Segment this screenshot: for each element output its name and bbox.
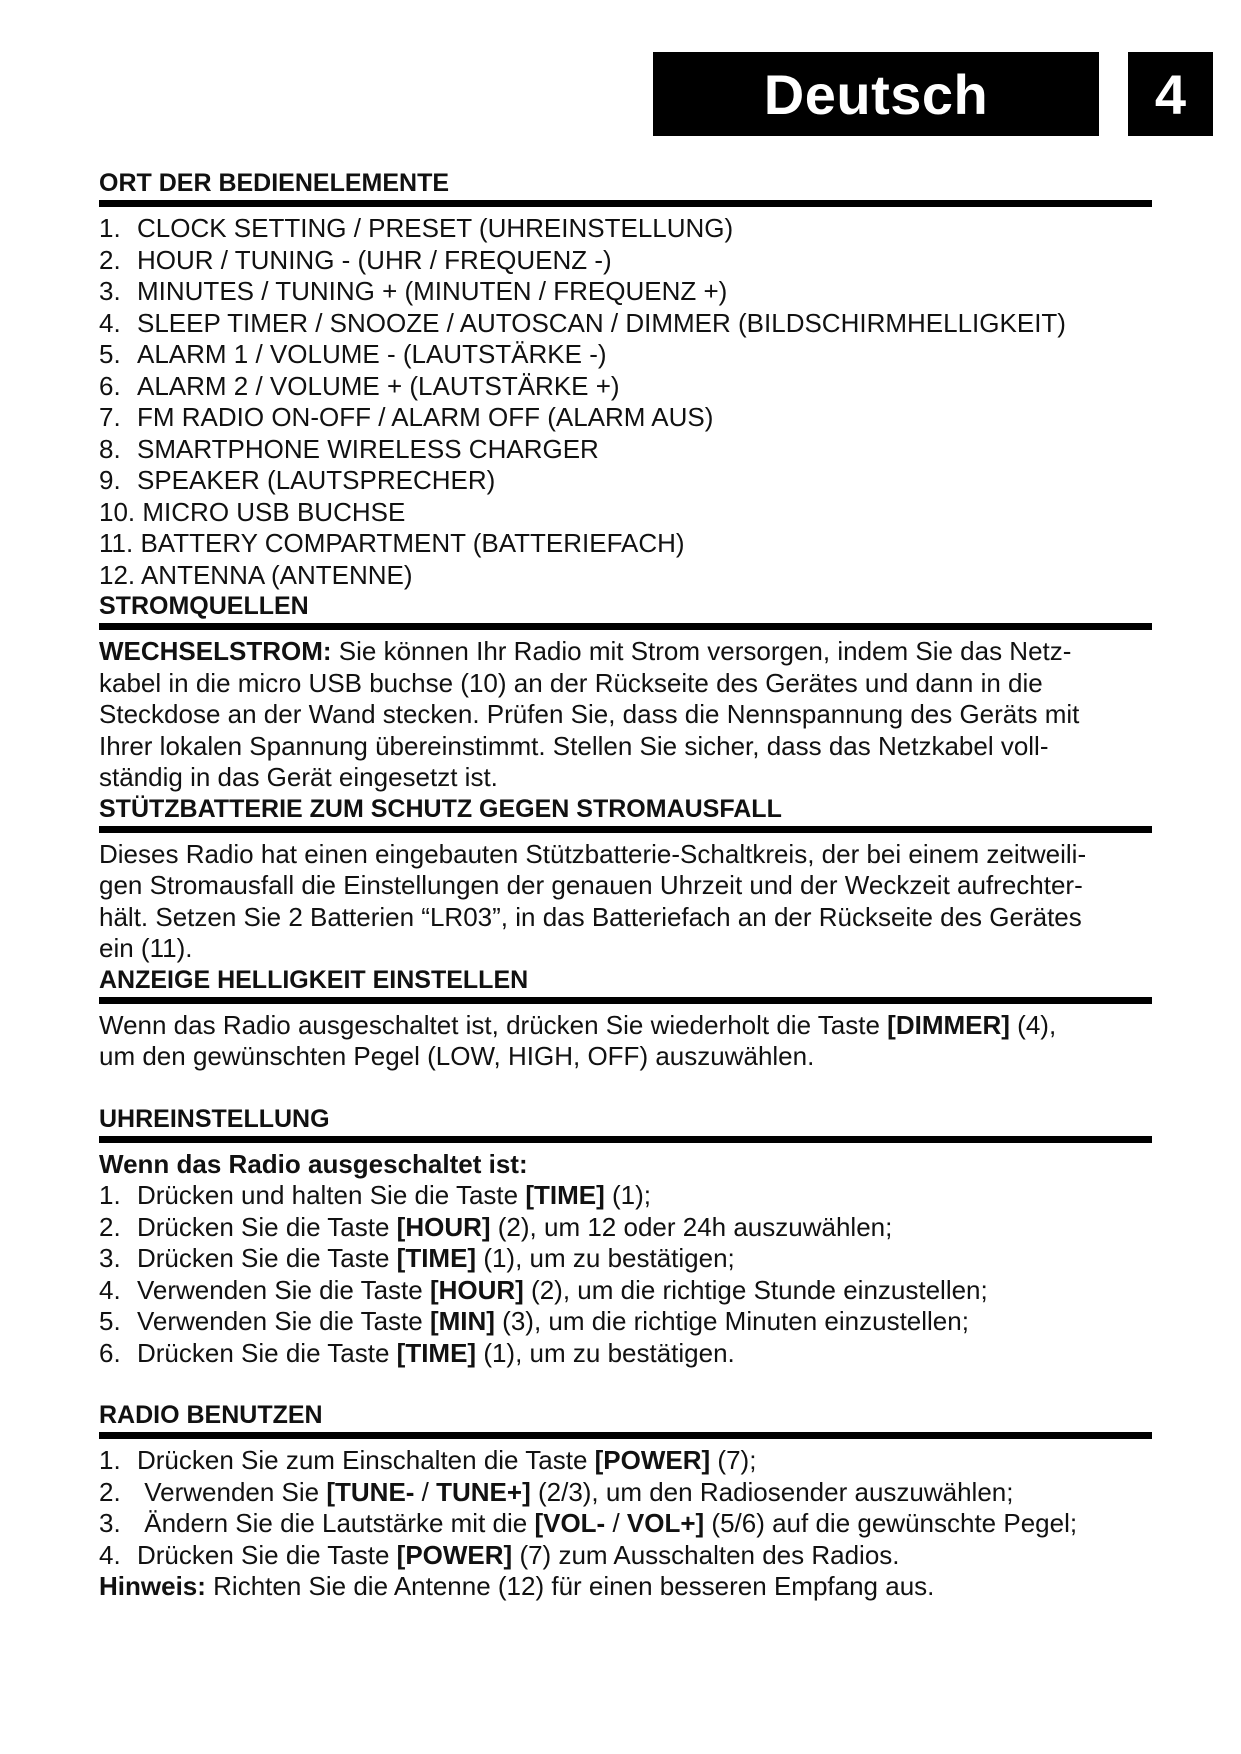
list-item: 3. MINUTES / TUNING + (MINUTEN / FREQUENZ +): [99, 276, 728, 306]
section-brightness: [99, 965, 1152, 1073]
page-number: 4: [1128, 52, 1213, 136]
list-item: 5. ALARM 1 / VOLUME - (LAUTSTÄRKE -): [99, 339, 607, 369]
section-title-clock: UHREINSTELLUNG: [99, 1104, 330, 1133]
section-radio: [99, 1400, 1152, 1603]
radio-note: Hinweis: Richten Sie die Antenne (12) für einen besseren Empfang aus.: [99, 1571, 935, 1601]
list-item: 2. Drücken Sie die Taste [HOUR] (2), um 12 oder 24h auszuwählen;: [99, 1211, 893, 1242]
list-item: 10. MICRO USB BUCHSE: [99, 496, 406, 527]
section-rule: [99, 623, 1152, 630]
section-title-radio: RADIO BENUTZEN: [99, 1401, 323, 1429]
section-title-backup: STÜTZBATTERIE ZUM SCHUTZ GEGEN STROMAUSFALL: [99, 794, 782, 823]
list-item: 11. BATTERY COMPARTMENT (BATTERIEFACH): [99, 528, 685, 558]
list-item: 4. Verwenden Sie die Taste [HOUR] (2), um die richtige Stunde einzustellen;: [99, 1274, 988, 1305]
section-clock-setting: [99, 1104, 1152, 1370]
section-rule: [99, 1136, 1152, 1143]
list-item: 4. SLEEP TIMER / SNOOZE / AUTOSCAN / DIMMER (BILDSCHIRMHELLIGKEIT): [99, 307, 1066, 338]
list-item: 7. FM RADIO ON-OFF / ALARM OFF (ALARM AUS): [99, 402, 714, 432]
list-item: 3. Drücken Sie die Taste [TIME] (1), um zu bestätigen;: [99, 1243, 735, 1273]
section-title-controls: ORT DER BEDIENELEMENTE: [99, 169, 450, 197]
list-item: 5. Verwenden Sie die Taste [MIN] (3), um die richtige Minuten einzustellen;: [99, 1306, 969, 1336]
list-item: 1. Drücken Sie zum Einschalten die Taste [POWER] (7);: [99, 1445, 757, 1475]
manual-content: [99, 168, 1152, 1603]
language-tab: Deutsch: [653, 52, 1099, 136]
list-item: 6. Drücken Sie die Taste [TIME] (1), um zu bestätigen.: [99, 1337, 735, 1368]
clock-subheading: Wenn das Radio ausgeschaltet ist:: [99, 1148, 528, 1179]
section-rule: [99, 826, 1152, 833]
section-rule: [99, 200, 1152, 207]
list-item: 2. HOUR / TUNING - (UHR / FREQUENZ -): [99, 244, 612, 275]
clock-steps: [99, 1180, 1152, 1369]
list-item: 4. Drücken Sie die Taste [POWER] (7) zum Ausschalten des Radios.: [99, 1539, 900, 1570]
radio-steps: [99, 1445, 1152, 1571]
section-title-power: STROMQUELLEN: [99, 592, 309, 620]
section-backup-battery: [99, 794, 1152, 965]
backup-paragraph: Dieses Radio hat einen eingebauten Stützbatterie-Schaltkreis, der bei einem zeitweili- gen Stromausfall die Einstellungen der genauen Uhrzeit und der Weckzeit aufrechter- hält. Setzen Sie 2 Batterien “LR03”, in das Batteriefach an der Rückseite des Gerätes ein (11).: [99, 838, 1087, 963]
brightness-paragraph: Wenn das Radio ausgeschaltet ist, drücken Sie wiederholt die Taste [DIMMER] (4), um den gewünschten Pegel (LOW, HIGH, OFF) auszuwählen.: [99, 1009, 1057, 1071]
controls-list: [99, 213, 1152, 591]
section-rule: [99, 997, 1152, 1004]
list-item: 1. CLOCK SETTING / PRESET (UHREINSTELLUNG): [99, 213, 734, 243]
list-item: 1. Drücken und halten Sie die Taste [TIME] (1);: [99, 1180, 651, 1210]
list-item: 9. SPEAKER (LAUTSPRECHER): [99, 465, 496, 495]
list-item: 3. Ändern Sie die Lautstärke mit die [VOL- / VOL+] (5/6) auf die gewünschte Pegel;: [99, 1508, 1078, 1538]
list-item: 6. ALARM 2 / VOLUME + (LAUTSTÄRKE +): [99, 370, 620, 401]
list-item: 12. ANTENNA (ANTENNE): [99, 559, 413, 590]
section-rule: [99, 1432, 1152, 1439]
list-item: 2. Verwenden Sie [TUNE- / TUNE+] (2/3), um den Radiosender auszuwählen;: [99, 1476, 1014, 1507]
list-item: 8. SMARTPHONE WIRELESS CHARGER: [99, 433, 599, 464]
section-controls: [99, 168, 1152, 591]
section-power: [99, 591, 1152, 794]
section-title-brightness: ANZEIGE HELLIGKEIT EINSTELLEN: [99, 965, 529, 994]
power-paragraph: WECHSELSTROM: Sie können Ihr Radio mit Strom versorgen, indem Sie das Netz- kabel in die micro USB buchse (10) an der Rückseite des Gerätes und dann in die Steckdose an der Wand stecken. Prüfen Sie, dass die Nennspannung des Geräts mit Ihrer lokalen Spannung übereinstimmt. Stellen Sie sicher, dass das Netzkabel voll- ständig in das Gerät eingesetzt ist.: [99, 636, 1080, 792]
